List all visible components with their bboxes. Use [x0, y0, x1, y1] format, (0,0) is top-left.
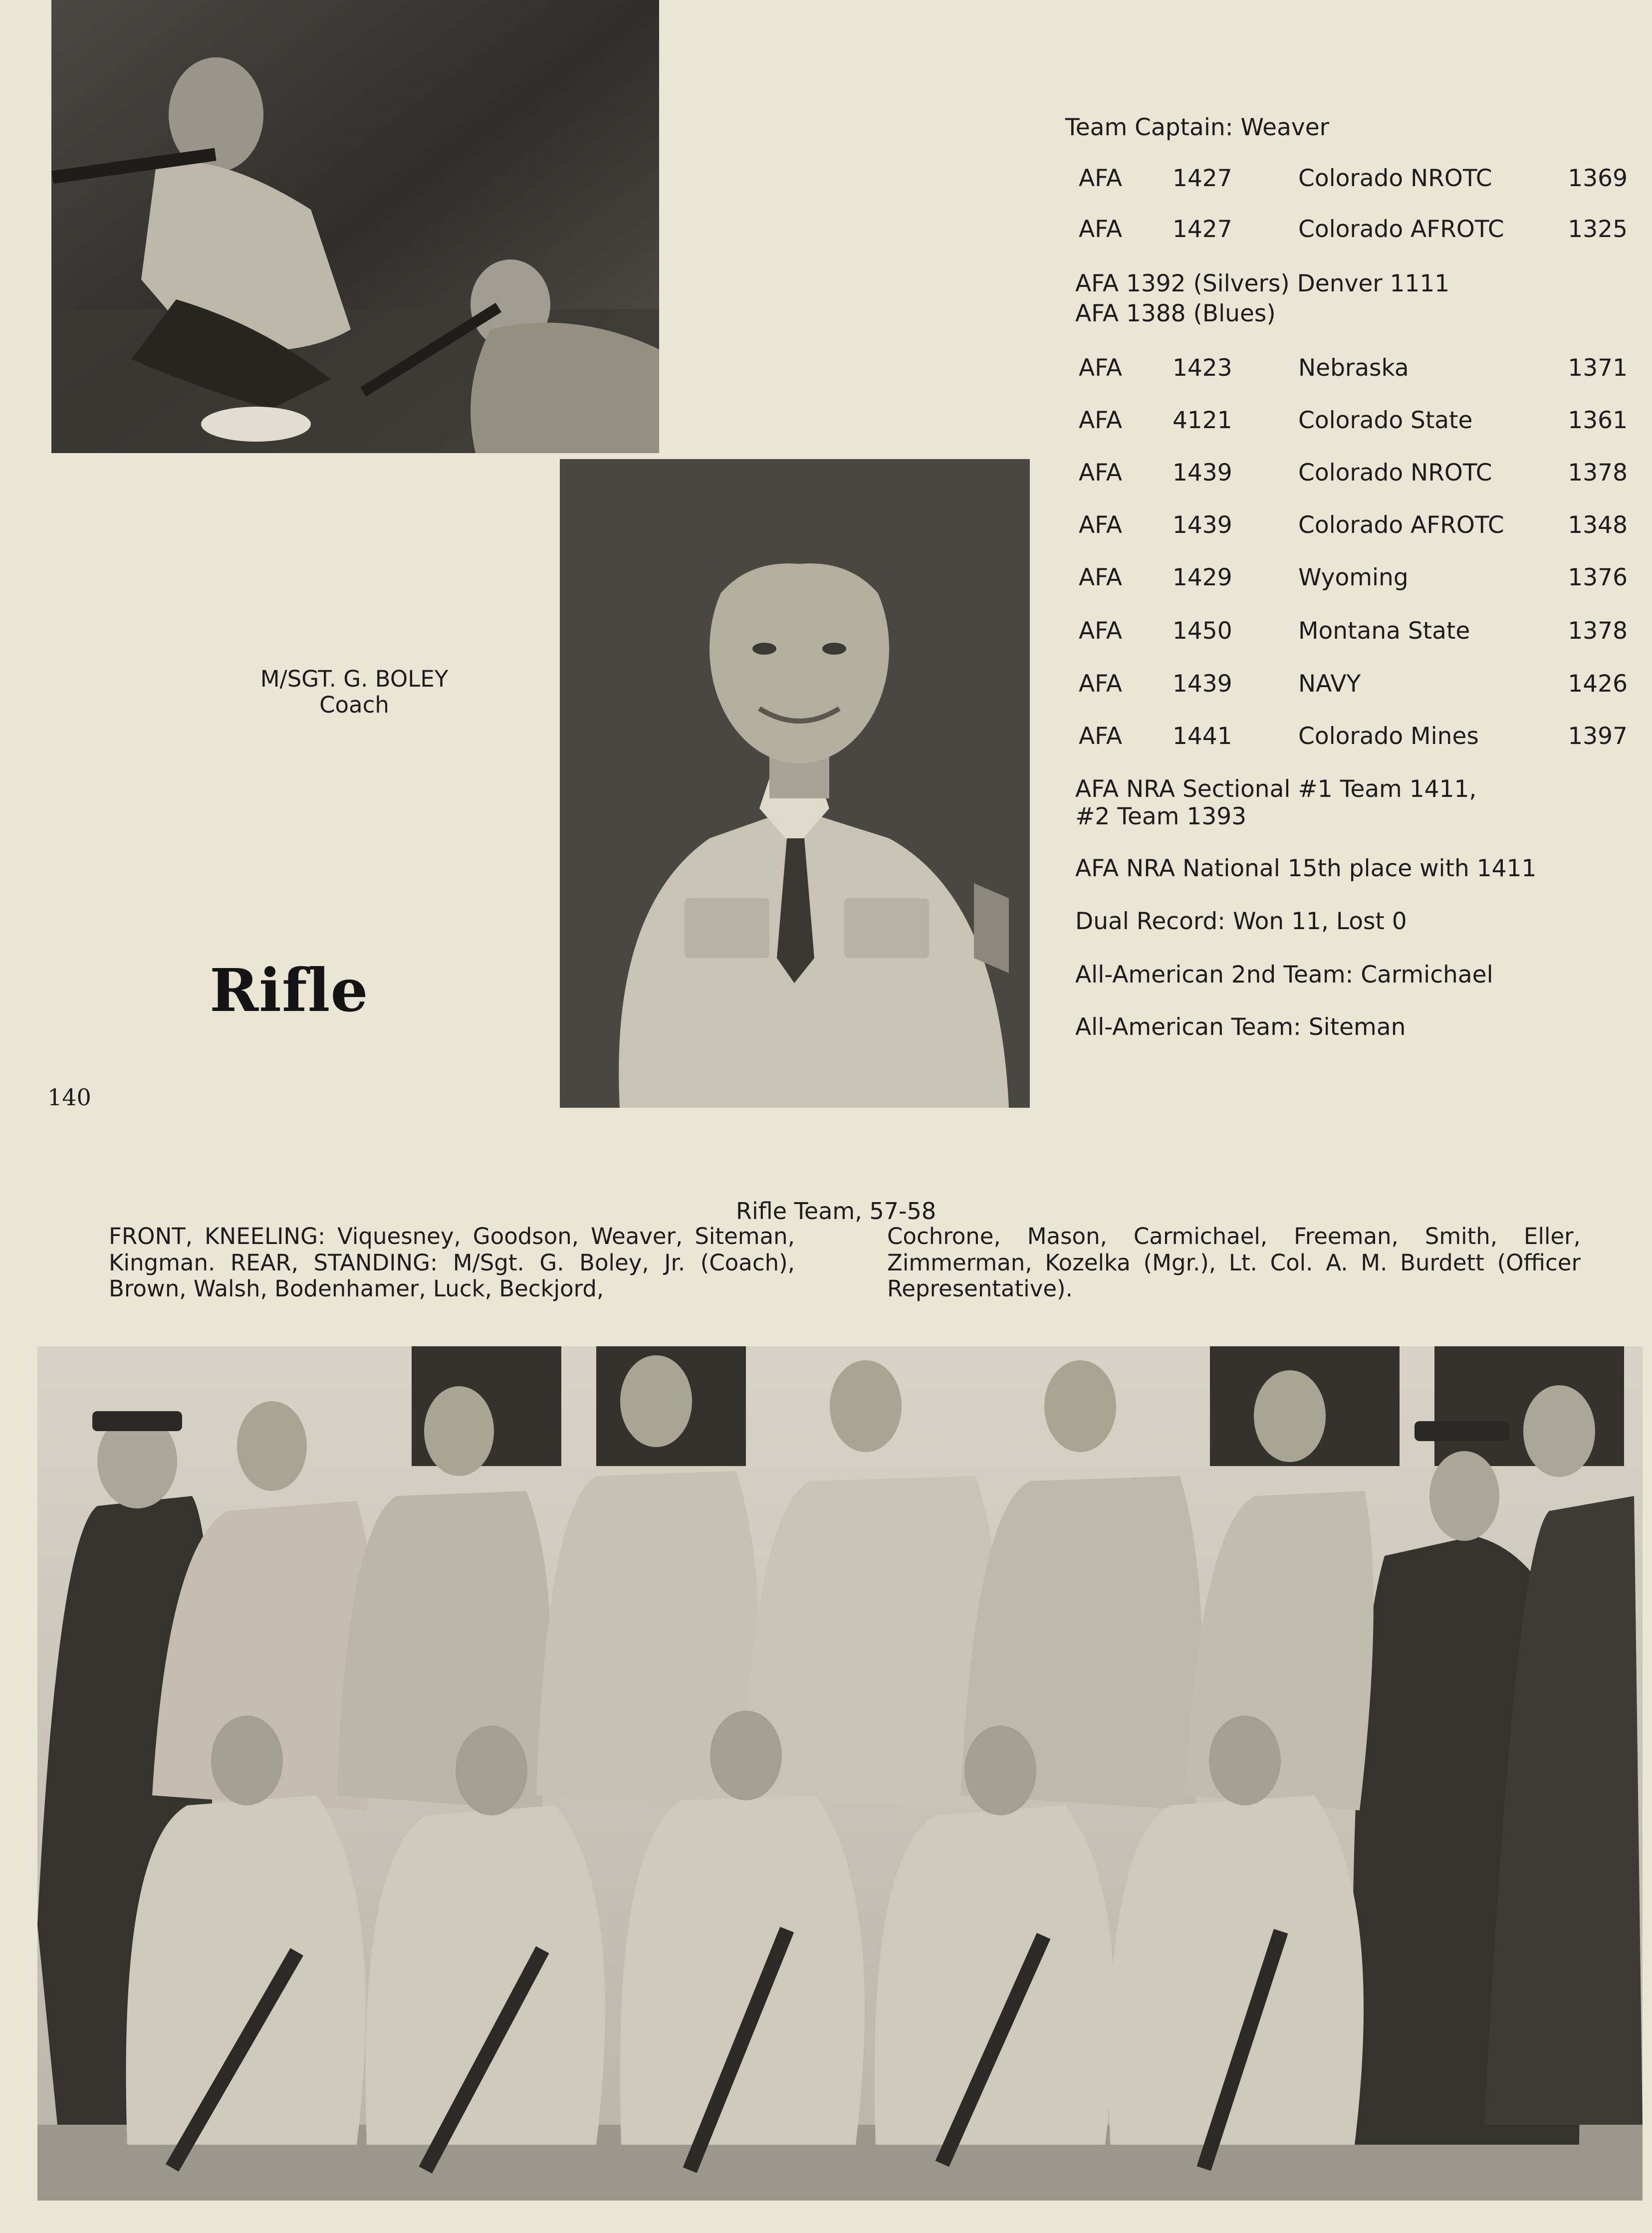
result-score: 1439	[1173, 670, 1232, 698]
coach-role: Coach	[319, 691, 389, 718]
result-opponent-score: 1378	[1568, 459, 1628, 487]
result-opponent-score: 1378	[1568, 617, 1628, 645]
nra-sectional-line-1: AFA NRA Sectional #1 Team 1411,	[1075, 775, 1477, 803]
nra-national: AFA NRA National 15th place with 1411	[1075, 855, 1537, 882]
result-opponent: Colorado State	[1298, 407, 1473, 434]
all-american-team: All-American Team: Siteman	[1075, 1013, 1406, 1041]
result-row	[1079, 564, 1628, 594]
result-opponent-score: 1376	[1568, 564, 1628, 591]
result-opponent-score: 1325	[1568, 216, 1628, 243]
result-score: 1429	[1173, 564, 1232, 591]
result-team: AFA	[1079, 459, 1123, 487]
result-opponent-score: 1426	[1568, 670, 1628, 698]
result-row	[1079, 723, 1628, 752]
dual-record: Dual Record: Won 11, Lost 0	[1075, 908, 1407, 935]
result-row	[1079, 459, 1628, 489]
team-photo-image	[37, 1346, 1643, 2201]
result-row	[1079, 407, 1628, 437]
page-number: 140	[47, 1084, 91, 1111]
result-opponent: Colorado AFROTC	[1298, 511, 1504, 539]
result-opponent-score: 1361	[1568, 407, 1628, 434]
result-team: AFA	[1079, 407, 1123, 434]
result-opponent: Colorado NROTC	[1298, 459, 1492, 487]
result-team: AFA	[1079, 617, 1123, 645]
result-team: AFA	[1079, 354, 1123, 382]
result-row	[1079, 617, 1628, 647]
result-opponent: Colorado NROTC	[1298, 165, 1492, 192]
result-opponent: Nebraska	[1298, 354, 1409, 382]
result-opponent: Colorado Mines	[1298, 723, 1479, 750]
team-photo	[37, 1346, 1643, 2201]
result-opponent-score: 1371	[1568, 354, 1628, 382]
result-score: 1427	[1173, 165, 1232, 192]
team-captain: Team Captain: Weaver	[1065, 114, 1329, 141]
coach-name: M/SGT. G. BOLEY	[260, 666, 449, 692]
result-score: 1427	[1173, 216, 1232, 243]
result-row	[1079, 511, 1628, 541]
result-opponent: Colorado AFROTC	[1298, 216, 1504, 243]
coach-portrait-image	[560, 459, 1030, 1108]
team-photo-heading: Rifle Team, 57-58	[736, 1198, 937, 1225]
result-team: AFA	[1079, 511, 1123, 539]
nra-sectional-line-2: #2 Team 1393	[1075, 803, 1246, 830]
silvers-line-2: AFA 1388 (Blues)	[1075, 300, 1276, 327]
result-score: 1441	[1173, 723, 1232, 750]
result-row	[1079, 165, 1628, 195]
result-score: 1450	[1173, 617, 1232, 645]
result-team: AFA	[1079, 670, 1123, 698]
team-photo-caption-right: Cochrone, Mason, Carmichael, Freeman, Smith, Eller, Zimmerman, Kozelka (Mgr.), Lt. Col. A. M. Burdett (Officer Representative).	[887, 1223, 1581, 1302]
result-score: 4121	[1173, 407, 1232, 434]
result-score: 1423	[1173, 354, 1232, 382]
result-opponent: Wyoming	[1298, 564, 1409, 591]
result-opponent-score: 1369	[1568, 165, 1628, 192]
result-row	[1079, 216, 1628, 246]
result-opponent-score: 1348	[1568, 511, 1628, 539]
result-score: 1439	[1173, 459, 1232, 487]
result-opponent: Montana State	[1298, 617, 1470, 645]
all-american-2nd-team: All-American 2nd Team: Carmichael	[1075, 961, 1493, 989]
result-row	[1079, 670, 1628, 700]
result-team: AFA	[1079, 165, 1123, 192]
result-opponent: NAVY	[1298, 670, 1361, 698]
coach-caption	[230, 666, 479, 718]
result-row	[1079, 354, 1628, 384]
section-title: Rifle	[210, 956, 369, 1025]
result-team: AFA	[1079, 723, 1123, 750]
shooters-photo-image	[51, 0, 659, 453]
coach-portrait	[560, 459, 1030, 1108]
result-opponent-score: 1397	[1568, 723, 1628, 750]
shooters-photo	[51, 0, 659, 453]
team-photo-caption-left: FRONT, KNEELING: Viquesney, Goodson, Weaver, Siteman, Kingman. REAR, STANDING: M/Sgt. G. Boley, Jr. (Coach), Brown, Walsh, Bodenhamer, Luck, Beckjord,	[109, 1223, 795, 1302]
result-score: 1439	[1173, 511, 1232, 539]
result-team: AFA	[1079, 216, 1123, 243]
result-team: AFA	[1079, 564, 1123, 591]
silvers-line-1: AFA 1392 (Silvers) Denver 1111	[1075, 270, 1450, 297]
